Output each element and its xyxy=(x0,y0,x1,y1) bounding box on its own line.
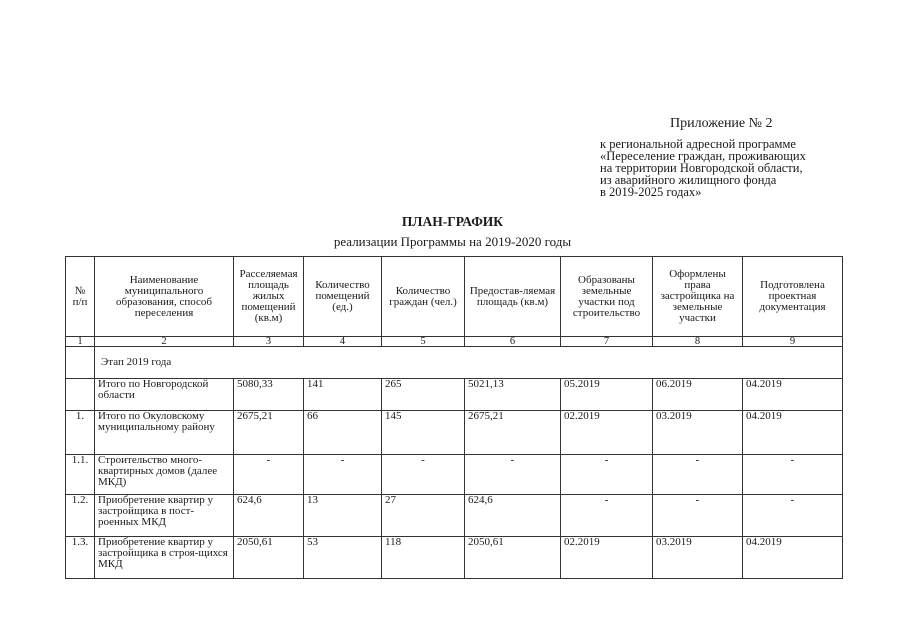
row-name: Итого по Новгородской области xyxy=(95,379,234,411)
appendix-line: из аварийного жилищного фонда xyxy=(600,173,777,187)
row-rights: 03.2019 xyxy=(653,537,743,579)
row-docs: 04.2019 xyxy=(743,379,843,411)
column-header-provided: Предостав-ляемая площадь (кв.м) xyxy=(465,257,561,337)
column-header-rights: Оформлены права застройщика на земельные участки xyxy=(653,257,743,337)
row-name: Приобретение квартир у застройщика в строя-щихся МКД xyxy=(95,537,234,579)
row-name: Итого по Окуловскому муниципальному району xyxy=(95,411,234,455)
row-rights: 06.2019 xyxy=(653,379,743,411)
column-header-docs: Подготовлена проектная документация xyxy=(743,257,843,337)
stage-label: Этап 2019 года xyxy=(95,347,843,379)
table-row xyxy=(66,537,843,579)
appendix-line: на территории Новгородской области, xyxy=(600,161,803,175)
table-row xyxy=(66,379,843,411)
row-rights: - xyxy=(653,455,743,495)
row-land: - xyxy=(561,495,653,537)
row-docs: - xyxy=(743,455,843,495)
row-premises: 66 xyxy=(304,411,382,455)
row-number xyxy=(66,379,95,411)
column-header-land: Образованы земельные участки под строительство xyxy=(561,257,653,337)
row-number: 1.3. xyxy=(66,537,95,579)
column-number: 4 xyxy=(304,337,382,347)
stage-row xyxy=(66,347,843,379)
row-citizens: 118 xyxy=(382,537,465,579)
appendix-line: «Переселение граждан, проживающих xyxy=(600,149,806,163)
column-number: 5 xyxy=(382,337,465,347)
row-premises: - xyxy=(304,455,382,495)
row-docs: - xyxy=(743,495,843,537)
row-land: - xyxy=(561,455,653,495)
column-header-name: Наименование муниципального образования, способ переселения xyxy=(95,257,234,337)
row-provided: - xyxy=(465,455,561,495)
row-number: 1.1. xyxy=(66,455,95,495)
row-number: 1.2. xyxy=(66,495,95,537)
plan-title: ПЛАН-ГРАФИК xyxy=(401,214,504,229)
schedule-table xyxy=(65,256,843,579)
row-premises: 13 xyxy=(304,495,382,537)
column-number: 9 xyxy=(743,337,843,347)
row-name: Приобретение квартир у застройщика в пост-роенных МКД xyxy=(95,495,234,537)
header-row xyxy=(66,257,843,337)
row-provided: 5021,13 xyxy=(465,379,561,411)
appendix-line: к региональной адресной программе xyxy=(600,137,796,151)
row-area: 624,6 xyxy=(234,495,304,537)
row-area: 5080,33 xyxy=(234,379,304,411)
row-land: 02.2019 xyxy=(561,537,653,579)
row-docs: 04.2019 xyxy=(743,411,843,455)
column-number: 1 xyxy=(66,337,95,347)
table-row xyxy=(66,411,843,455)
row-rights: - xyxy=(653,495,743,537)
table-row xyxy=(66,495,843,537)
row-citizens: 27 xyxy=(382,495,465,537)
column-number: 6 xyxy=(465,337,561,347)
appendix-line: в 2019-2025 годах» xyxy=(600,185,702,199)
row-land: 05.2019 xyxy=(561,379,653,411)
row-area: - xyxy=(234,455,304,495)
table-row xyxy=(66,455,843,495)
row-docs: 04.2019 xyxy=(743,537,843,579)
column-number: 3 xyxy=(234,337,304,347)
row-area: 2050,61 xyxy=(234,537,304,579)
appendix-subtitle xyxy=(600,138,806,198)
row-provided: 624,6 xyxy=(465,495,561,537)
column-number: 7 xyxy=(561,337,653,347)
column-header-citizens: Количество граждан (чел.) xyxy=(382,257,465,337)
row-citizens: 145 xyxy=(382,411,465,455)
column-number-row xyxy=(66,337,843,347)
row-citizens: 265 xyxy=(382,379,465,411)
row-number: 1. xyxy=(66,411,95,455)
row-provided: 2675,21 xyxy=(465,411,561,455)
plan-subtitle: реализации Программы на 2019-2020 годы xyxy=(333,234,572,249)
appendix-title: Приложение № 2 xyxy=(670,116,773,131)
row-provided: 2050,61 xyxy=(465,537,561,579)
row-land: 02.2019 xyxy=(561,411,653,455)
row-citizens: - xyxy=(382,455,465,495)
column-number: 8 xyxy=(653,337,743,347)
column-number: 2 xyxy=(95,337,234,347)
row-name: Строительство много-квартирных домов (далее МКД) xyxy=(95,455,234,495)
row-rights: 03.2019 xyxy=(653,411,743,455)
row-premises: 53 xyxy=(304,537,382,579)
column-header-area: Расселяемая площадь жилых помещений (кв.м) xyxy=(234,257,304,337)
row-premises: 141 xyxy=(304,379,382,411)
stage-number-cell xyxy=(66,347,95,379)
row-area: 2675,21 xyxy=(234,411,304,455)
column-header-premises: Количество помещений (ед.) xyxy=(304,257,382,337)
column-header-number: № п/п xyxy=(66,257,95,337)
